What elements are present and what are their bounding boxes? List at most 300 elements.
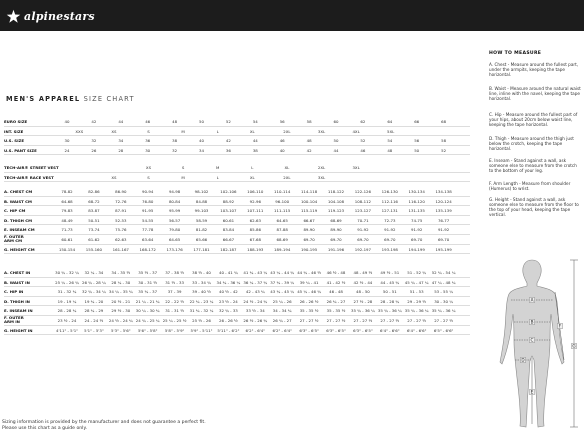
table-cell: 64-65	[168, 237, 181, 242]
table-cell: 68-69	[276, 237, 288, 242]
measurement-marker-label: B	[530, 319, 534, 325]
table-cell: 134-138	[435, 189, 452, 194]
table-row	[4, 307, 470, 314]
brand-logo[interactable]	[6, 8, 95, 24]
table-cell: 27 - 27 ½	[407, 318, 427, 323]
table-row	[4, 327, 470, 334]
table-cell: 112-116	[381, 198, 398, 204]
table-cell: 25 ¼ - 25 ½	[162, 318, 187, 323]
table-cell: 40	[279, 147, 285, 153]
table-cell: 2XL	[283, 174, 291, 180]
row-divider	[4, 334, 470, 335]
table-cell: 39 ¼ - 41	[299, 279, 319, 285]
table-cell: 35 - 35 ½	[299, 308, 319, 314]
table-cell: 42	[91, 119, 97, 124]
row-label: TECH-AIR® RACE VEST	[4, 174, 54, 180]
table-cell: 161-167	[112, 246, 129, 252]
row-divider	[4, 296, 470, 297]
footnote	[2, 420, 206, 432]
table-cell: 44 - 45 ¾	[380, 279, 400, 285]
table-cell: 69-70	[357, 237, 369, 242]
table-cell: 72-76	[115, 198, 127, 204]
table-cell: 72-73	[384, 217, 396, 223]
page-title-bold: MEN'S APPAREL	[6, 95, 81, 103]
table-cell: 62-63	[115, 237, 127, 242]
table-cell: 60-61	[61, 237, 73, 242]
table-cell: XL	[249, 128, 255, 134]
table-cell: 63-64	[142, 237, 154, 242]
table-cell: 41 - 42 ½	[326, 279, 346, 285]
table-cell: 68	[441, 119, 447, 124]
table-cell: 45 ¼ - 46 ¾	[297, 289, 321, 295]
table-cell: 33 - 34 ¾	[192, 279, 211, 285]
table-cell: 6'4" - 6'6"	[380, 327, 400, 333]
table-cell: 20 ½ - 21	[111, 298, 131, 304]
measurement-marker-label: F	[558, 323, 562, 329]
table-cell: 19 - 19 ¼	[57, 298, 77, 304]
table-cell: 35 ½ - 37	[138, 270, 158, 275]
table-cell: 70-71	[357, 217, 369, 223]
table-cell: 40 ½ - 42	[218, 289, 238, 295]
table-cell: 3XL	[317, 174, 326, 180]
table-cell: 192-197	[354, 246, 372, 252]
row-label: B. WAIST IN	[4, 279, 30, 285]
table-cell: 115-119	[300, 208, 318, 214]
table-cell: 34 ¼ - 35 ¾	[108, 289, 133, 295]
table-cell: 155-160	[85, 246, 103, 252]
row-divider	[4, 181, 470, 182]
table-cell: 27 - 27 ½	[434, 318, 453, 323]
table-cell: 99-103	[194, 208, 209, 214]
table-cell: 29 - 29 ½	[407, 298, 427, 304]
table-cell: 44 ¾ - 46 ½	[297, 270, 321, 275]
table-cell: 82-86	[88, 189, 100, 194]
table-cell: 104-108	[327, 198, 345, 204]
table-cell: 66-67	[222, 237, 235, 242]
table-row	[4, 217, 470, 224]
table-cell: 52	[441, 147, 447, 153]
table-cell: 88-92	[222, 198, 235, 204]
table-cell: 27 - 27 ½	[299, 318, 319, 323]
row-label: D. THIGH CM	[4, 217, 32, 223]
row-label: E. INSEAM CM	[4, 227, 35, 233]
row-divider	[4, 315, 470, 316]
table-cell: 5'6" - 5'8"	[137, 327, 158, 333]
table-cell: 50-51	[88, 217, 100, 223]
table-cell: 30 - 31 ½	[138, 279, 158, 285]
table-row	[4, 164, 470, 171]
table-row	[4, 188, 470, 195]
row-label: C. HIP IN	[4, 289, 24, 295]
table-cell: XXS	[75, 128, 84, 134]
row-label: A. CHEST CM	[4, 189, 33, 194]
row-divider	[4, 172, 470, 173]
table-cell: 6'3" - 6'5"	[299, 327, 319, 333]
brand-wordmark: alpinestars	[24, 9, 95, 23]
measurement-marker-label: E	[530, 389, 534, 395]
table-cell: 24 ½ - 24 ¾	[108, 318, 133, 323]
table-cell: 30 ¼ - 30 ¾	[135, 308, 160, 314]
row-label: F. OUTER ARM IN	[4, 315, 24, 325]
table-cell: 173-176	[166, 246, 183, 252]
table-row	[4, 128, 470, 135]
table-cell: 30 ¾ - 32 ¼	[55, 270, 79, 275]
table-cell: 32 ¾ - 33	[218, 308, 238, 314]
table-cell: 6'4" - 6'6"	[406, 327, 427, 333]
table-cell: 106-110	[247, 189, 264, 194]
table-row	[4, 317, 470, 324]
table-cell: 24 - 24 ½	[84, 318, 104, 323]
table-cell: 69-70	[437, 237, 450, 242]
table-cell: 31 - 31 ½	[165, 308, 184, 314]
table-cell: 76-80	[142, 198, 154, 204]
table-cell: 58	[441, 138, 447, 144]
table-cell: 78-82	[61, 189, 73, 194]
row-divider	[4, 205, 470, 206]
page-title	[6, 95, 135, 103]
table-cell: 42	[225, 138, 231, 144]
table-cell: 79-80	[168, 227, 181, 233]
table-cell: 119-123	[327, 208, 345, 214]
table-row	[4, 207, 470, 214]
how-to-measure-item: G. Height - Stand against a wall, ask someone else to measure from the floor to the top of your head, keeping the tape vertical.	[489, 197, 579, 217]
table-cell: 102-106	[220, 189, 237, 194]
table-cell: 34	[118, 138, 124, 144]
table-cell: 114-118	[300, 189, 318, 194]
table-cell: 48 - 50	[356, 289, 370, 295]
footnote-line: Sizing information is provided by the manufacturer and does not guarantee a perfect fit.	[2, 420, 206, 425]
table-cell: 38 ½ - 40	[192, 270, 211, 275]
table-cell: 51 - 52 ¾	[407, 270, 427, 275]
table-cell: XS	[111, 174, 117, 180]
table-row	[4, 137, 470, 144]
table-cell: 96-100	[275, 198, 290, 204]
table-cell: 42 - 43 ¾	[245, 289, 265, 295]
table-row	[4, 174, 470, 181]
table-cell: 32 ¼ - 34	[84, 270, 104, 275]
row-label: B. WAIST CM	[4, 198, 32, 204]
table-row	[4, 118, 470, 125]
table-cell: 47 ¼ - 48 ¾	[431, 279, 456, 285]
table-cell: 48	[172, 119, 178, 124]
table-cell: 39 - 40 ½	[192, 289, 211, 295]
table-cell: 35 ¾ - 36 ¼	[350, 308, 375, 314]
row-label: C. HIP CM	[4, 208, 26, 214]
table-row	[4, 298, 470, 305]
table-cell: 50	[199, 119, 204, 124]
table-cell: 103-107	[220, 208, 237, 214]
table-cell: 24 ½ - 24 ¾	[243, 298, 268, 304]
table-row	[4, 246, 470, 253]
table-cell: 34 - 35 ½	[111, 270, 131, 275]
table-cell: 27 - 27 ½	[353, 318, 373, 323]
row-divider	[4, 126, 470, 127]
table-row	[4, 269, 470, 276]
table-cell: 26 ¾ - 28 ¼	[81, 279, 106, 285]
table-cell: 21 ¼ - 21 ¾	[135, 298, 160, 304]
row-label: E. INSEAM IN	[4, 308, 33, 314]
table-cell: 77-78	[142, 227, 154, 233]
table-cell: 31 ¾ - 32 ¼	[189, 308, 214, 314]
table-cell: 95-99	[168, 208, 181, 214]
table-cell: L	[216, 174, 219, 180]
table-cell: 177-181	[193, 246, 210, 252]
table-cell: 58	[306, 119, 312, 124]
table-cell: 110-114	[274, 189, 291, 194]
row-divider	[4, 305, 470, 306]
table-cell: 36	[145, 138, 151, 144]
table-cell: 68-72	[88, 198, 100, 204]
table-row	[4, 288, 470, 295]
table-cell: 48	[387, 147, 393, 153]
table-cell: XS	[145, 165, 152, 170]
table-cell: 52 ¾ - 54 ¼	[431, 270, 456, 275]
table-cell: 25 ¼ - 26 ¾	[55, 279, 79, 285]
table-cell: 33 ½ - 34	[245, 308, 265, 314]
table-cell: 31 ½ - 33	[165, 279, 184, 285]
table-cell: 25 ¼ - 26	[272, 298, 292, 304]
table-cell: 5'9" - 5'11"	[190, 327, 213, 333]
table-cell: 19 ¾ - 20	[84, 298, 104, 304]
table-cell: 27 - 27 ½	[380, 318, 400, 323]
table-cell: 58-59	[195, 217, 208, 223]
row-label: G. HEIGHT CM	[4, 246, 35, 252]
table-cell: 120-124	[435, 198, 452, 204]
table-cell: 36	[225, 147, 231, 153]
table-cell: 5'11" - 6'2"	[217, 327, 240, 333]
table-cell: 66	[414, 119, 420, 124]
row-label: U.S. PANT SIZE	[4, 147, 37, 153]
table-cell: 30	[64, 138, 70, 144]
table-cell: 53 - 55 ¼	[434, 289, 453, 295]
row-label: U.S. SIZE	[4, 138, 25, 144]
table-cell: 191-196	[327, 246, 345, 252]
table-cell: M	[181, 174, 185, 180]
header-bar	[0, 0, 584, 31]
table-cell: 91-92	[384, 227, 396, 233]
table-cell: 81-82	[195, 227, 208, 233]
table-cell: 150-154	[58, 246, 76, 252]
table-cell: 30 - 30 ¼	[434, 298, 453, 304]
table-cell: S	[147, 128, 150, 134]
row-divider	[4, 253, 470, 254]
page-title-light: SIZE CHART	[83, 95, 135, 103]
table-cell: 35 - 35 ½	[326, 308, 346, 314]
row-divider	[4, 325, 470, 326]
table-cell: 37 - 39	[167, 289, 182, 295]
table-row	[4, 236, 470, 243]
table-cell: 23 ½ - 24	[57, 318, 77, 323]
table-cell: 50	[414, 147, 420, 153]
table-cell: XL	[249, 174, 255, 180]
table-cell: 56-57	[168, 217, 181, 223]
table-cell: 31 - 32 ¾	[57, 289, 77, 295]
table-cell: 24 ¾ - 25 ¼	[135, 318, 160, 323]
table-cell: 195-199	[435, 246, 452, 252]
table-cell: 69-70	[330, 237, 342, 242]
table-cell: 35 ¾ - 36 ¼	[377, 308, 402, 314]
table-cell: 37 ¾ - 39 ¼	[270, 279, 295, 285]
table-cell: 89-90	[303, 227, 315, 233]
body-measurement-figure	[484, 256, 580, 432]
row-label: A. CHEST IN	[4, 270, 31, 275]
table-cell: 34	[199, 147, 204, 153]
table-cell: 44	[333, 147, 339, 153]
table-cell: 40	[199, 138, 204, 144]
table-cell: 26 ¾ - 27	[272, 318, 292, 323]
table-cell: 83-87	[88, 208, 100, 214]
row-label: D. THIGH IN	[4, 298, 30, 304]
measurement-marker-label: A	[530, 297, 534, 303]
table-cell: 3XL	[317, 128, 326, 134]
table-cell: 118-122	[327, 189, 345, 194]
table-cell: 41 ¾ - 43 ¼	[243, 270, 268, 275]
row-divider	[4, 135, 470, 136]
table-cell: 49 ½ - 51	[380, 270, 400, 275]
table-cell: 56	[414, 138, 420, 144]
table-cell: 190-195	[300, 246, 318, 252]
table-cell: 28 - 28 ¾	[380, 298, 400, 304]
table-cell: 69-70	[384, 237, 396, 242]
table-cell: 26 ¾ - 27	[326, 298, 346, 304]
table-cell: 54	[387, 138, 393, 144]
table-cell: 37 - 38 ½	[165, 270, 184, 275]
table-cell: 193-198	[381, 246, 398, 252]
table-cell: 74-75	[411, 217, 423, 223]
table-cell: 6'3" - 6'5"	[353, 327, 373, 333]
table-cell: 6'5" - 6'6"	[433, 327, 454, 333]
table-cell: 5'8" - 5'9"	[164, 327, 185, 333]
table-cell: XS	[111, 128, 117, 134]
table-cell: 91-92	[411, 227, 423, 233]
table-cell: 100-104	[300, 198, 318, 204]
table-cell: 91-92	[437, 227, 450, 233]
table-cell: 28 ¼ - 30	[111, 279, 131, 285]
how-to-measure-title: HOW TO MEASURE	[489, 51, 542, 56]
table-cell: 98-102	[194, 189, 209, 194]
table-cell: 90-94	[142, 189, 154, 194]
table-cell: 48 - 49 ½	[353, 270, 373, 275]
table-cell: 92-96	[249, 198, 261, 204]
alpinestars-star-icon	[6, 9, 21, 24]
table-cell: 42 ½ - 44	[353, 279, 373, 285]
table-cell: 2XL	[317, 165, 326, 170]
table-cell: 4XL	[352, 128, 360, 134]
table-cell: 61-62	[88, 237, 100, 242]
table-cell: 64-65	[276, 217, 288, 223]
table-cell: 44	[118, 119, 124, 124]
table-cell: 5XL	[387, 128, 395, 134]
table-cell: 27 - 27 ½	[326, 318, 346, 323]
table-cell: 65-66	[195, 237, 208, 242]
table-cell: 40	[64, 119, 70, 124]
table-cell: 22 - 22 ½	[165, 298, 184, 304]
how-to-measure-item: F. Arm Length - Measure from shoulder (Humerus) to wrist.	[489, 181, 571, 191]
row-divider	[4, 234, 470, 235]
table-cell: 111-115	[274, 208, 291, 214]
table-cell: XL	[284, 165, 290, 170]
table-cell: 46 ½ - 48	[326, 270, 346, 275]
table-cell: 35 ¾ - 36 ¼	[431, 308, 456, 314]
table-cell: 107-111	[247, 208, 264, 214]
table-cell: 62-63	[249, 217, 261, 223]
table-cell: 26 - 26 ½	[299, 298, 319, 304]
table-cell: 32	[91, 138, 97, 144]
table-cell: 38	[252, 147, 258, 153]
how-to-measure-item: C. Hip - Measure around the fullest part of your hips, about 20cm below waist line, keeping the tape horizontal.	[489, 112, 578, 127]
row-label: F. OUTER ARM CM	[4, 234, 24, 244]
table-cell: 48-49	[61, 217, 73, 223]
row-label: TECH-AIR® STREET VEST	[4, 165, 59, 170]
table-cell: 108-112	[354, 198, 372, 204]
table-cell: 26	[91, 147, 97, 153]
how-to-measure-item: B. Waist - Measure around the natural waist line, inline with the navel, keeping the tape horizontal.	[489, 86, 581, 101]
row-divider	[4, 286, 470, 287]
table-cell: 30	[145, 147, 151, 153]
row-label: EURO SIZE	[4, 119, 28, 124]
table-row	[4, 147, 470, 154]
table-cell: 123-127	[354, 208, 372, 214]
table-cell: 79-83	[61, 208, 73, 214]
row-divider	[4, 154, 470, 155]
table-cell: 52	[225, 119, 231, 124]
table-cell: 22 ¾ - 23 ¼	[189, 298, 214, 304]
table-row	[4, 279, 470, 286]
table-cell: 84-88	[195, 198, 208, 204]
table-cell: 75-76	[115, 227, 127, 233]
table-cell: 89-90	[330, 227, 342, 233]
table-cell: M	[216, 165, 220, 170]
table-cell: 83-84	[222, 227, 235, 233]
table-cell: 35 ¾ - 37	[138, 289, 158, 295]
row-divider	[4, 277, 470, 278]
table-cell: 50 - 51	[382, 289, 397, 295]
table-row	[4, 198, 470, 205]
table-cell: 122-126	[354, 189, 372, 194]
table-cell: 80-84	[168, 198, 181, 204]
table-cell: 67-68	[249, 237, 261, 242]
table-cell: 4'11" - 5'1"	[56, 327, 78, 333]
table-cell: 182-187	[220, 246, 237, 252]
table-cell: 56	[279, 119, 285, 124]
table-cell: 46	[279, 138, 285, 144]
table-cell: 32 ¾ - 34 ¼	[81, 289, 106, 295]
table-cell: 130-134	[408, 189, 425, 194]
table-cell: 5'1" - 5'3"	[84, 327, 104, 333]
measurement-marker-label: C	[530, 337, 534, 343]
table-cell: 6'2" - 6'4"	[245, 327, 266, 333]
table-cell: 28 ¾ - 29	[84, 308, 104, 314]
how-to-measure-item: E. Inseam - Stand against a wall, ask someone else to measure from the crotch to the bottom of your leg.	[489, 158, 577, 173]
table-cell: 50	[333, 138, 339, 144]
table-cell: 71-73	[61, 227, 73, 233]
table-cell: 66-67	[303, 217, 315, 223]
table-cell: 189-194	[274, 246, 291, 252]
how-to-measure-item: A. Chest - Measure around the fullest part, under the armpits, keeping the tape horizontal.	[489, 62, 579, 77]
table-cell: 35 ¾ - 36 ¼	[404, 308, 429, 314]
row-divider	[4, 145, 470, 146]
table-cell: 73-74	[88, 227, 100, 233]
table-cell: 43 ¼ - 44 ¾	[270, 270, 295, 275]
table-cell: 51 - 53	[409, 289, 424, 295]
table-cell: 69-70	[303, 237, 315, 242]
table-cell: 69-70	[411, 237, 423, 242]
table-cell: 45 ¾ - 47 ¼	[404, 279, 429, 285]
table-cell: 188-193	[247, 246, 264, 252]
table-cell: 32	[172, 147, 178, 153]
how-to-measure-item: D. Thigh - Measure around the thigh just below the crotch, keeping the tape horizontal.	[489, 136, 574, 151]
table-cell: 85-86	[249, 227, 261, 233]
